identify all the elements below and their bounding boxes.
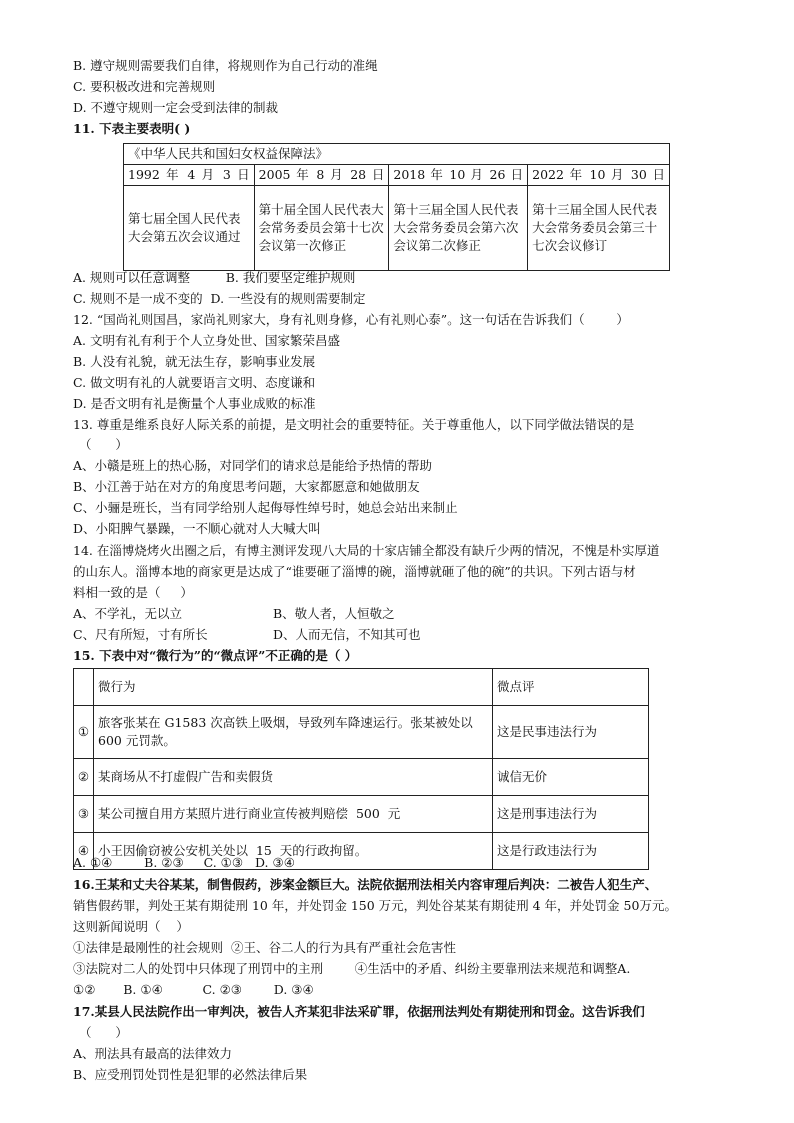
question-13-stem: 13. 尊重是维系良好人际关系的前提，是文明社会的重要特征。关于尊重他人，以下同学做法错误的是 xyxy=(73,417,635,432)
q11-options-line1: A. 规则可以任意调整 B. 我们要坚定维护规则 xyxy=(73,270,356,285)
q11-event: 第十三届全国人民代表大会常务委员会第三十七次会议修订 xyxy=(528,186,670,271)
question-12-stem: 12. “国尚礼则国昌，家尚礼则家大，身有礼则身修，心有礼则心泰”。这一句话在告诉我们（ ） xyxy=(73,312,629,327)
q16-items: ①法律是最刚性的社会规则 ②王、谷二人的行为具有严重社会危害性 xyxy=(73,940,456,955)
q14-option-c: C、尺有所短，寸有所长 xyxy=(73,627,208,642)
question-14-stem: 14. 在淄博烧烤火出圈之后，有博主测评发现八大局的十家店铺全都没有缺斤少两的情况，不愧是朴实厚道 xyxy=(73,543,660,558)
question-14-stem: 料相一致的是（ ） xyxy=(73,585,193,600)
q13-answer-bracket: （ ） xyxy=(79,437,128,452)
q17-answer-bracket: （ ） xyxy=(79,1025,128,1040)
q17-option-b: B、应受刑罚处罚性是犯罪的必然法律后果 xyxy=(73,1067,308,1082)
q12-option-d: D. 是否文明有礼是衡量个人事业成败的标准 xyxy=(73,396,316,411)
option-d: D. 不遵守规则一定会受到法律的制裁 xyxy=(73,100,279,115)
q14-option-b: B、敬人者，人恒敬之 xyxy=(273,606,395,621)
q15-row-behavior: 小王因偷窃被公安机关处以 15 天的行政拘留。 xyxy=(94,833,493,870)
q14-options-row xyxy=(73,626,421,644)
q11-table xyxy=(123,143,670,271)
q15-row-comment: 诚信无价 xyxy=(493,759,649,796)
q13-option-b: B、小江善于站在对方的角度思考问题，大家都愿意和她做朋友 xyxy=(73,479,420,494)
q12-option-b: B. 人没有礼貌，就无法生存，影响事业发展 xyxy=(73,354,316,369)
q13-option-d: D、小阳脾气暴躁，一不顺心就对人大喊大叫 xyxy=(73,521,321,536)
q11-date: 2018 年 10 月 26 日 xyxy=(389,165,528,186)
q15-row-number: ③ xyxy=(74,796,94,833)
q15-row-number: ① xyxy=(74,706,94,759)
q16-items: ③法院对二人的处罚中只体现了刑罚中的主刑 ④生活中的矛盾、纠纷主要靠刑法来规范和调整A. xyxy=(73,961,631,976)
q11-date: 2022 年 10 月 30 日 xyxy=(528,165,670,186)
q14-options-row xyxy=(73,605,395,623)
q15-row-behavior: 旅客张某在 G1583 次高铁上吸烟，导致列车降速运行。张某被处以 600 元罚款。 xyxy=(94,706,493,759)
q11-event: 第十届全国人民代表大会常务委员会第十七次会议第一次修正 xyxy=(254,186,389,271)
q15-row-behavior: 某商场从不打虚假广告和卖假货 xyxy=(94,759,493,796)
q15-row-comment: 这是行政违法行为 xyxy=(493,833,649,870)
q15-row-behavior: 某公司擅自用方某照片进行商业宣传被判赔偿 500 元 xyxy=(94,796,493,833)
q15-options: A. ①④ B. ②③ C. ①③ D. ③④ xyxy=(73,855,295,870)
q17-option-a: A、刑法具有最高的法律效力 xyxy=(73,1046,233,1061)
question-16-stem: 16.王某和丈夫谷某某，制售假药，涉案金额巨大。法院依据刑法相关内容审理后判决：二被告人犯生产、 xyxy=(73,877,658,892)
option-b: B. 遵守规则需要我们自律，将规则作为自己行动的准绳 xyxy=(73,58,378,73)
q15-table xyxy=(73,668,649,870)
q15-header-blank xyxy=(74,669,94,706)
question-15-stem: 15. 下表中对“微行为”的“微点评”不正确的是（ ） xyxy=(73,648,358,663)
q11-date: 1992 年 4 月 3 日 xyxy=(124,165,255,186)
q15-header-behavior: 微行为 xyxy=(94,669,493,706)
question-16-stem: 销售假药罪，判处王某有期徒刑 10 年，并处罚金 150 万元，判处谷某某有期徒刑 4 年，并处罚金 50万元。 xyxy=(73,898,677,913)
question-17-stem: 17.某县人民法院作出一审判决，被告人齐某犯非法采矿罪，依据刑法判处有期徒刑和罚金。这告诉我们 xyxy=(73,1004,645,1019)
question-16-stem: 这则新闻说明（ ） xyxy=(73,919,189,934)
q14-option-a: A、不学礼，无以立 xyxy=(73,606,183,621)
q11-options-line2: C. 规则不是一成不变的 D. 一些没有的规则需要制定 xyxy=(73,291,366,306)
q14-option-d: D、人而无信，不知其可也 xyxy=(273,627,421,642)
question-11-stem: 11. 下表主要表明( ) xyxy=(73,121,191,136)
option-c: C. 要积极改进和完善规则 xyxy=(73,79,216,94)
q13-option-a: A、小赣是班上的热心肠，对同学们的请求总是能给予热情的帮助 xyxy=(73,458,433,473)
q16-options: ①② B. ①④ C. ②③ D. ③④ xyxy=(73,982,314,997)
q13-option-c: C、小骊是班长，当有同学给别人起侮辱性绰号时，她总会站出来制止 xyxy=(73,500,458,515)
q12-option-c: C. 做文明有礼的人就要语言文明、态度谦和 xyxy=(73,375,316,390)
q11-event: 第十三届全国人民代表大会常务委员会第六次会议第二次修正 xyxy=(389,186,528,271)
q11-table-title: 《中华人民共和国妇女权益保障法》 xyxy=(124,144,670,165)
q15-row-number: ④ xyxy=(74,833,94,870)
q11-date: 2005 年 8 月 28 日 xyxy=(254,165,389,186)
q11-event: 第七届全国人民代表大会第五次会议通过 xyxy=(124,186,255,271)
question-14-stem: 的山东人。淄博本地的商家更是达成了“谁要砸了淄博的碗，淄博就砸了他的碗”的共识。下列古语与材 xyxy=(73,564,636,579)
q15-row-comment: 这是刑事违法行为 xyxy=(493,796,649,833)
q12-option-a: A. 文明有礼有利于个人立身处世、国家繁荣昌盛 xyxy=(73,333,340,348)
q15-row-comment: 这是民事违法行为 xyxy=(493,706,649,759)
q15-row-number: ② xyxy=(74,759,94,796)
q15-header-comment: 微点评 xyxy=(493,669,649,706)
